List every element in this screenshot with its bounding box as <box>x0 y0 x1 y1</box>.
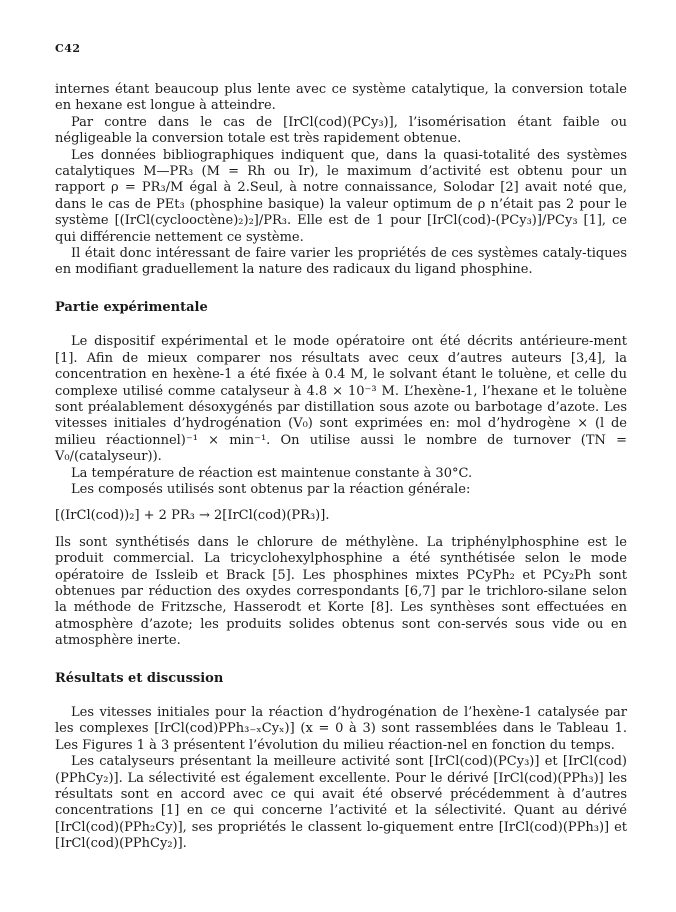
paragraph: Les composés utilisés sont obtenus par la réaction générale: <box>71 481 471 497</box>
paragraph: Le dispositif expérimental et le mode opératoire ont été décrits antérieure-ment [1]. Afin de mieux comparer nos résultats avec ceux d’autres auteurs [3,4], la concentration en hexène-1 a été fixée à 0.4 M, le solvant étant le toluène, et celle du complexe utilisé comme catalyseur à 4.8 × 10⁻³ M. L’hexène-1, l’hexane et le toluène sont préalablement désoxygénés par distillation sous azote ou barbotage d’azote. Les vitesses initiales d’hydrogénation (V₀) sont exprimées en: mol d’hydrogène × (l de milieu réactionnel)⁻¹ × min⁻¹. On utilise aussi le nombre de turnover (TN = V₀/(catalyseur)). <box>55 334 627 465</box>
page-number: C42 <box>55 42 81 55</box>
paragraph: internes étant beaucoup plus lente avec ce système catalytique, la conversion totale en hexane est longue à atteindre. <box>55 82 627 114</box>
section-heading-experimental: Partie expérimentale <box>55 299 208 315</box>
paragraph: Ils sont synthétisés dans le chlorure de méthylène. La triphénylphosphine est le produit commercial. La tricyclohexylphosphine a été synthétisée selon le mode opératoire de Issleib et Brack [5]. Les phosphines mixtes PCyPh₂ et PCy₂Ph sont obtenues par réduction des oxydes correspondants [6,7] par le trichloro-silane selon la méthode de Fritzsche, Hasserodt et Korte [8]. Les synthèses sont effectuées en atmosphère d’azote; les produits solides obtenus sont con-servés sous vide ou en atmosphère inerte. <box>55 534 627 649</box>
reaction-equation: [(IrCl(cod))₂] + 2 PR₃ → 2[IrCl(cod)(PR₃)]. <box>55 508 330 524</box>
section-heading-results: Résultats et discussion <box>55 670 224 686</box>
paragraph: La température de réaction est maintenue constante à 30°C. <box>71 465 473 481</box>
paragraph: Il était donc intéressant de faire varier les propriétés de ces systèmes cataly-tiques en modifiant graduellement la nature des radicaux du ligand phosphine. <box>55 246 627 278</box>
paragraph: Par contre dans le cas de [IrCl(cod)(PCy₃)], l’isomérisation étant faible ou négligeable la conversion totale est très rapidement obtenue. <box>55 114 627 147</box>
article-body <box>55 82 627 853</box>
paragraph: Les vitesses initiales pour la réaction d’hydrogénation de l’hexène-1 catalysée par les complexes [IrCl(cod)PPh₃₋ₓCyₓ)] (x = 0 à 3) sont rassemblées dans le Tableau 1. Les Figures 1 à 3 présentent l’évolution du milieu réaction-nel en fonction du temps. <box>55 705 627 753</box>
paragraph: Les catalyseurs présentant la meilleure activité sont [IrCl(cod)(PCy₃)] et [IrCl(cod)(PPhCy₂)]. La sélectivité est également excellente. Pour le dérivé [IrCl(cod)(PPh₃)] les résultats sont en accord avec ce qui avait été observé précédemment à d’autres concentrations [1] en ce qui concerne l’activité et la sélectivité. Quant au dérivé [IrCl(cod)(PPh₂Cy)], ses propriétés le classent lo-giquement entre [IrCl(cod)(PPh₃)] et [IrCl(cod)(PPhCy₂)]. <box>55 754 627 852</box>
paragraph: Les données bibliographiques indiquent que, dans la quasi-totalité des systèmes catalytiques M—PR₃ (M = Rh ou Ir), le maximum d’activité est obtenu pour un rapport ρ = PR₃/M égal à 2.Seul, à notre connaissance, Solodar [2] avait noté que, dans le cas de PEt₃ (phosphine basique) la valeur optimum de ρ n’était pas 2 pour le système [(IrCl(cyclooctène)₂)₂]/PR₃. Elle est de 1 pour [IrCl(cod)-(PCy₃)]/PCy₃ [1], ce qui différencie nettement ce système. <box>55 147 627 245</box>
